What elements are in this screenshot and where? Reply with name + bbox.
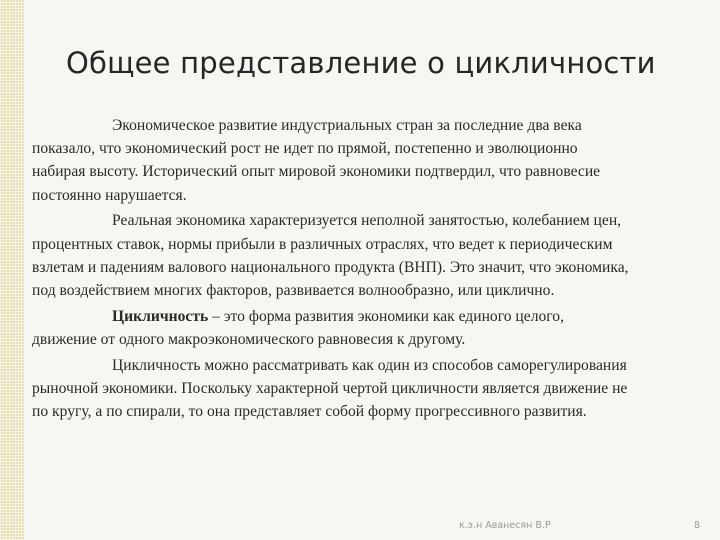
footer-author: к.э.н Аванесян В.Р xyxy=(459,520,551,531)
decorative-side-strip xyxy=(0,0,24,540)
paragraph-3-text: – это форма развития экономики как единого целого, движение от одного макроэкономического равновесия к другому. xyxy=(32,307,564,348)
definition-term: Цикличность xyxy=(112,307,209,325)
paragraph-3 xyxy=(32,305,630,351)
page-number: 8 xyxy=(694,520,701,531)
paragraph-1-text: Экономическое развитие индустриальных стран за последние два века показало, что экономический рост не идет по прямой, постепенно и эволюционно набирая высоту. Исторический опыт мировой экономики подтвердил, что равновесие постоянно нарушается. xyxy=(32,117,601,204)
slide-title: Общее представление о цикличности xyxy=(66,46,656,80)
paragraph-1 xyxy=(32,114,630,207)
paragraph-2-text: Реальная экономика характеризуется неполной занятостью, колебанием цен, процентных ставок, нормы прибыли в различных отраслях, что ведет к периодическим взлетам и падениям валового национального продукта (ВНП). Это значит, что экономика, под воздействием многих факторов, развивается волнообразно, или циклично. xyxy=(32,212,629,299)
slide-body xyxy=(32,114,630,426)
paragraph-4 xyxy=(32,354,630,424)
paragraph-2 xyxy=(32,209,630,302)
paragraph-4-text: Цикличность можно рассматривать как один из способов саморегулирования рыночной экономики. Поскольку характерной чертой цикличности является движение не по кругу, а по спирали, то она представляет собой форму прогрессивного развития. xyxy=(32,356,628,420)
